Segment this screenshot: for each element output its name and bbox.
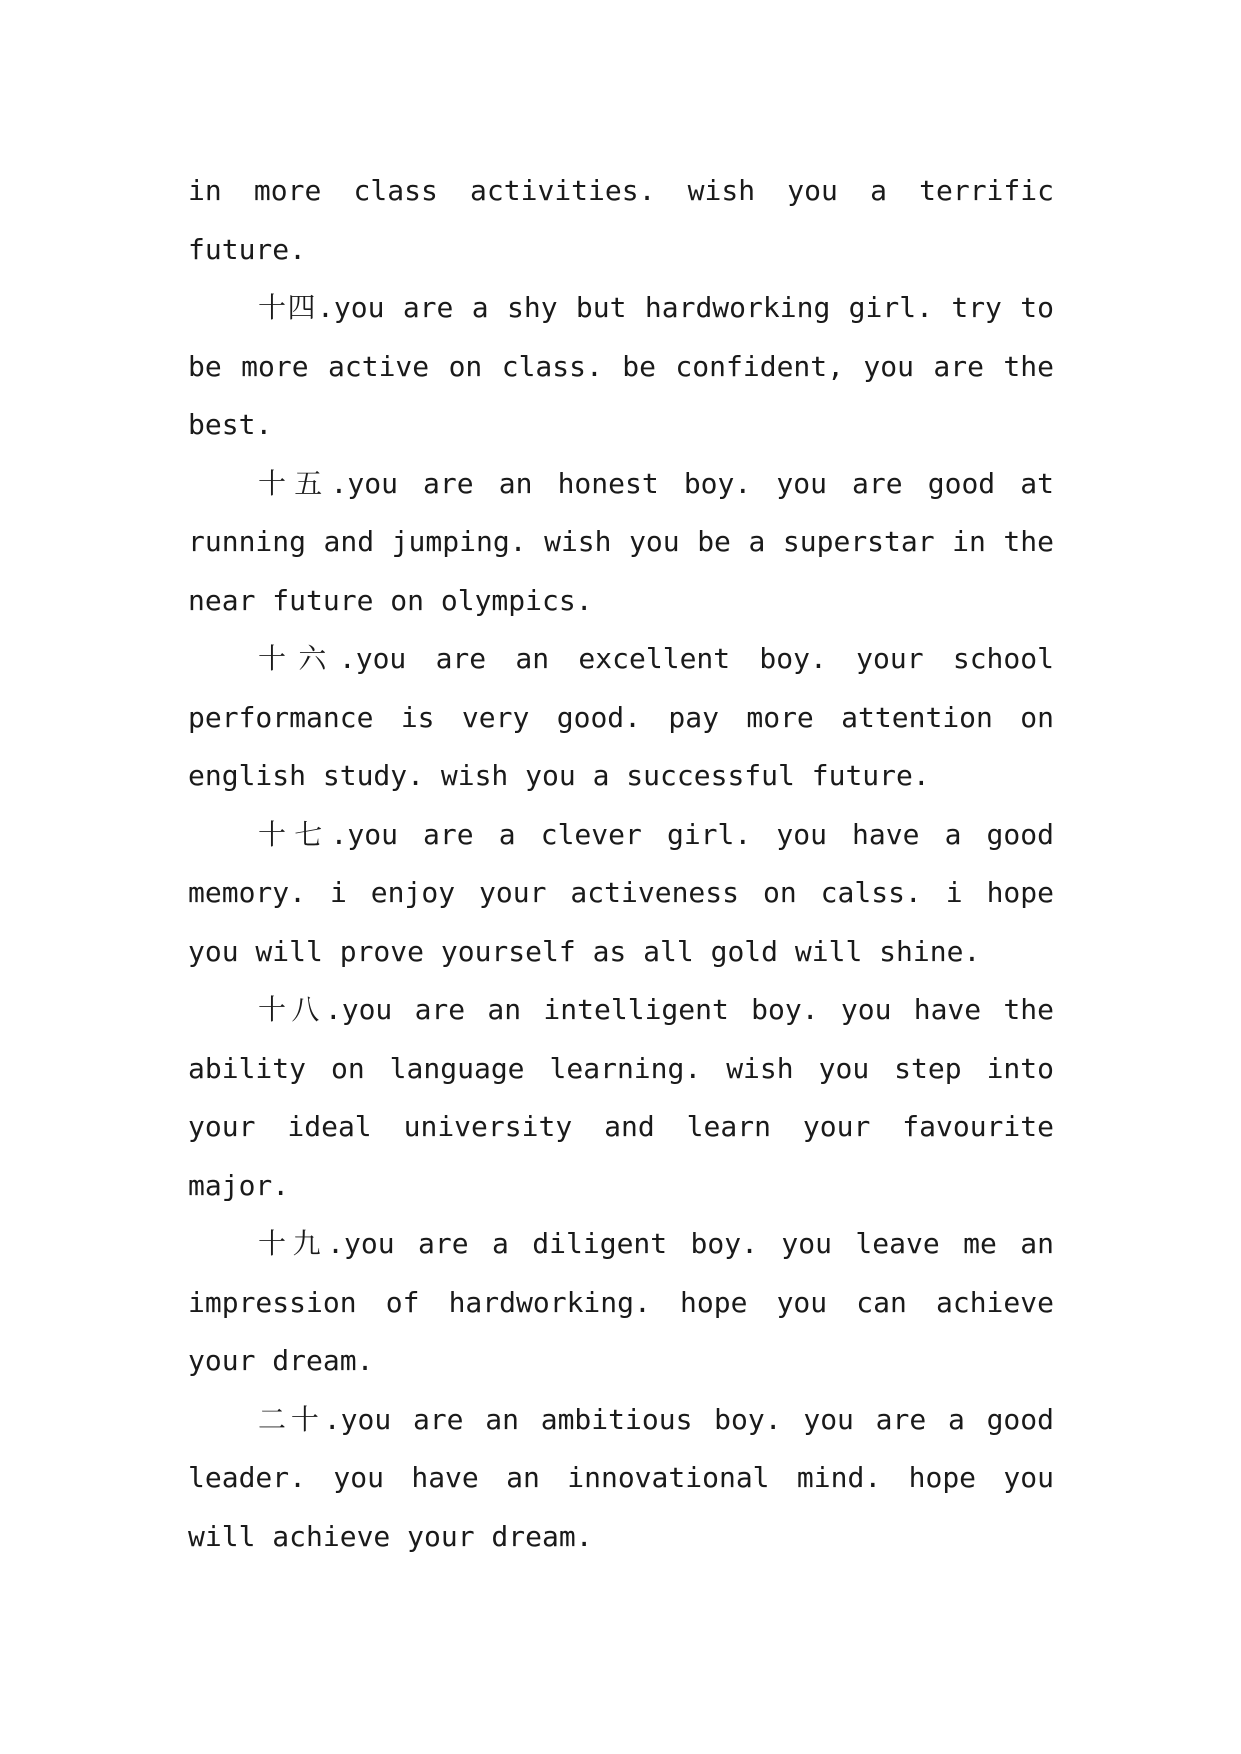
paragraph-comment-20: 二十.you are an ambitious boy. you are a good leader. you have an innovational mind. hope you will achieve your dream. — [188, 1402, 1054, 1553]
document-page — [188, 162, 1054, 1566]
paragraph-comment-19: 十九.you are a diligent boy. you leave me an impression of hardworking. hope you can achieve your dream. — [188, 1227, 1054, 1377]
paragraph-comment-18: 十八.you are an intelligent boy. you have the ability on language learning. wish you step into your ideal university and learn your favourite major. — [188, 993, 1054, 1202]
paragraph-comment-15: 十五.you are an honest boy. you are good at running and jumping. wish you be a superstar in the near future on olympics. — [188, 466, 1054, 617]
paragraph-comment-16: 十六.you are an excellent boy. your school performance is very good. pay more attention on english study. wish you a successful future. — [188, 642, 1054, 792]
paragraph-comment-14: 十四.you are a shy but hardworking girl. try to be more active on class. be confident, you are the best. — [188, 291, 1054, 441]
paragraph-comment-17: 十七.you are a clever girl. you have a good memory. i enjoy your activeness on calss. i hope you will prove yourself as all gold will shine. — [188, 817, 1054, 968]
paragraph-continuation: in more class activities. wish you a terrific future. — [188, 174, 1054, 266]
